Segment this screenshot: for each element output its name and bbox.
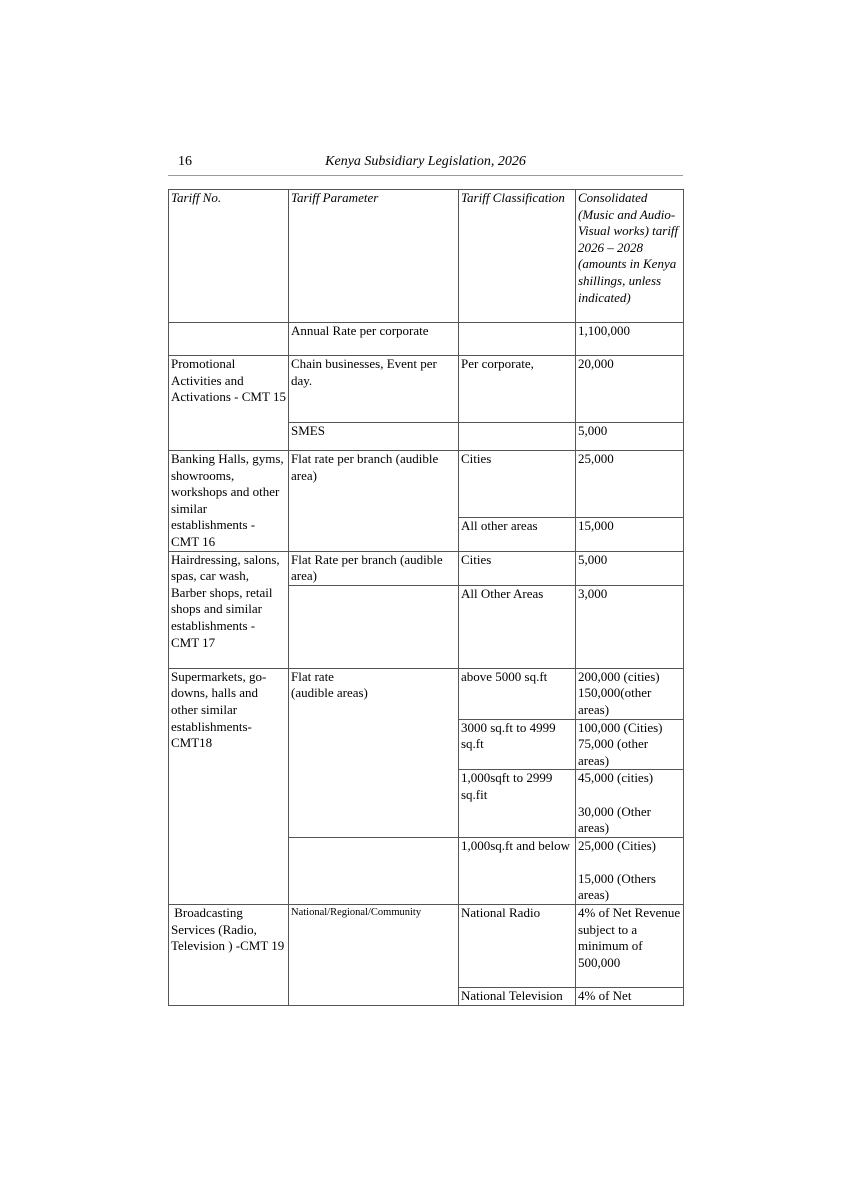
header-rule [168, 175, 683, 176]
cell-empty [289, 837, 459, 904]
cell-tariff-no: Broadcasting Services (Radio, Television ) -CMT 19 [169, 905, 289, 1006]
cell-amount: 25,000 [576, 451, 684, 518]
table-row [169, 323, 684, 356]
cell-classification: National Television [459, 988, 576, 1006]
header-tariff-no: Tariff No. [169, 190, 289, 323]
page-header [168, 154, 683, 176]
cell-classification: Per corporate, [459, 356, 576, 423]
cell-amount: 100,000 (Cities) 75,000 (other areas) [576, 719, 684, 770]
cell-classification: National Radio [459, 905, 576, 988]
cell-classification: All Other Areas [459, 585, 576, 668]
cell-classification: 3000 sq.ft to 4999 sq.ft [459, 719, 576, 770]
header-consolidated: Consolidated (Music and Audio-Visual works) tariff 2026 – 2028 (amounts in Kenya shillings, unless indicated) [576, 190, 684, 323]
cell-tariff-no: Banking Halls, gyms, showrooms, workshops and other similar establishments - CMT 16 [169, 451, 289, 552]
tariff-table [168, 189, 684, 1006]
cell-parameter: SMES [289, 423, 459, 451]
cell-classification: Cities [459, 551, 576, 585]
page-number: 16 [178, 154, 192, 169]
cell-tariff-no: Promotional Activities and Activations - CMT 15 [169, 356, 289, 451]
cell-classification: Cities [459, 451, 576, 518]
table-header-row [169, 190, 684, 323]
cell-amount: 4% of Net [576, 988, 684, 1006]
cell-amount: 5,000 [576, 551, 684, 585]
header-tariff-classification: Tariff Classification [459, 190, 576, 323]
cell-parameter: National/Regional/Community [289, 905, 459, 1006]
cell-amount: 15,000 [576, 518, 684, 551]
table-row [169, 451, 684, 518]
header-tariff-parameter: Tariff Parameter [289, 190, 459, 323]
cell-parameter: Flat rate per branch (audible area) [289, 451, 459, 552]
table-row [169, 551, 684, 585]
cell-empty [459, 423, 576, 451]
cell-parameter: Flat Rate per branch (audible area) [289, 551, 459, 585]
table-row [169, 356, 684, 423]
cell-empty [459, 323, 576, 356]
cell-parameter: Chain businesses, Event per day. [289, 356, 459, 423]
running-title: Kenya Subsidiary Legislation, 2026 [325, 154, 526, 169]
cell-empty [169, 323, 289, 356]
cell-classification: 1,000sq.ft and below [459, 837, 576, 904]
cell-amount: 25,000 (Cities) 15,000 (Others areas) [576, 837, 684, 904]
cell-amount: 45,000 (cities) 30,000 (Other areas) [576, 770, 684, 837]
cell-empty [289, 585, 459, 668]
cell-amount: 200,000 (cities) 150,000(other areas) [576, 668, 684, 719]
cell-classification: 1,000sqft to 2999 sq.fit [459, 770, 576, 837]
cell-amount: 5,000 [576, 423, 684, 451]
cell-tariff-no: Supermarkets, go-downs, halls and other similar establishments-CMT18 [169, 668, 289, 904]
cell-parameter: Flat rate (audible areas) [289, 668, 459, 837]
cell-classification: above 5000 sq.ft [459, 668, 576, 719]
cell-amount: 4% of Net Revenue subject to a minimum of 500,000 [576, 905, 684, 988]
cell-classification: All other areas [459, 518, 576, 551]
table-row [169, 668, 684, 719]
cell-amount: 20,000 [576, 356, 684, 423]
cell-parameter: Annual Rate per corporate [289, 323, 459, 356]
table-row [169, 905, 684, 988]
cell-amount: 1,100,000 [576, 323, 684, 356]
cell-tariff-no: Hairdressing, salons, spas, car wash, Barber shops, retail shops and similar establishments - CMT 17 [169, 551, 289, 668]
cell-amount: 3,000 [576, 585, 684, 668]
